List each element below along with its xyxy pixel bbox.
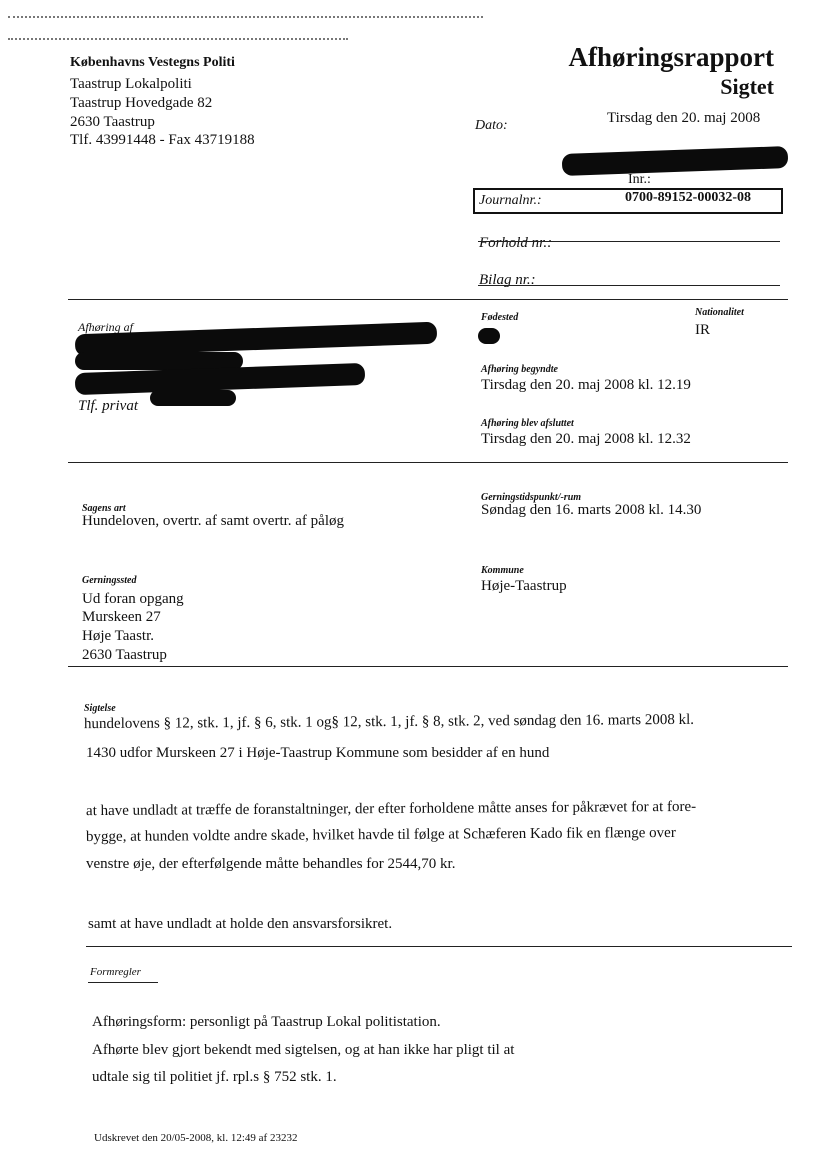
afsluttet-value: Tirsdag den 20. maj 2008 kl. 12.32	[481, 431, 691, 447]
section-divider	[68, 462, 788, 463]
tlf-privat-label: Tlf. privat	[78, 398, 139, 414]
gerningssted-line: Ud foran opgang	[82, 591, 184, 607]
street-address: Taastrup Hovedgade 82	[70, 95, 213, 111]
journal-label: Journalnr.:	[479, 193, 542, 208]
section-divider	[86, 946, 792, 947]
sigtelse-line: hundelovens § 12, stk. 1, jf. § 6, stk. 1 og§ 12, stk. 1, jf. § 8, stk. 2, ved søndag den 16. marts 2008 kl.	[83, 711, 695, 733]
kommune-value: Høje-Taastrup	[481, 578, 567, 594]
gerningssted-label: Gerningssted	[82, 575, 137, 586]
gerningstid-label: Gerningstidspunkt/-rum	[481, 492, 582, 503]
formregler-label: Formregler	[90, 966, 141, 978]
begyndte-label: Afhøring begyndte	[481, 364, 558, 375]
bilag-label: Bilag nr.:	[479, 272, 536, 288]
sigtelse-line: 1430 udfor Murskeen 27 i Høje-Taastrup Kommune som besidder af en hund	[86, 745, 550, 761]
phone-fax: Tlf. 43991448 - Fax 43719188	[70, 132, 255, 148]
sigtelse-line: venstre øje, der efterfølgende måtte behandles for 2544,70 kr.	[86, 856, 456, 872]
sigtelse-label: Sigtelse	[84, 703, 116, 714]
sagens-art-label: Sagens art	[82, 503, 126, 514]
sigtelse-line: at have undladt at træffe de foranstaltninger, der efter forholdene måtte anses for påkrævet for at fore-	[85, 798, 697, 820]
dato-label: Dato:	[475, 118, 508, 133]
gerningssted-line: Murskeen 27	[82, 609, 161, 625]
inr-label: Inr.:	[628, 172, 651, 187]
gerningstid-value: Søndag den 16. marts 2008 kl. 14.30	[481, 502, 702, 518]
station-name: Taastrup Lokalpoliti	[70, 76, 192, 92]
formregler-line: Afhørte blev gjort bekendt med sigtelsen, og at han ikke har pligt til at	[92, 1042, 515, 1058]
police-district: Københavns Vestegns Politi	[70, 55, 235, 70]
sigtelse-line: samt at have undladt at holde den ansvarsforsikret.	[88, 916, 393, 932]
gerningssted-line: Høje Taastr.	[82, 628, 154, 644]
bilag-line	[478, 285, 780, 286]
forhold-label: Forhold nr.:	[479, 235, 553, 251]
forhold-line	[478, 241, 780, 242]
section-divider	[68, 666, 788, 667]
formregler-underline	[88, 982, 158, 983]
nationalitet-label: Nationalitet	[695, 307, 744, 318]
sagens-art-value: Hundeloven, overtr. af samt overtr. af påløg	[82, 513, 345, 529]
section-divider	[68, 299, 788, 300]
gerningssted-line: 2630 Taastrup	[82, 647, 167, 663]
begyndte-value: Tirsdag den 20. maj 2008 kl. 12.19	[481, 377, 691, 393]
afhoring-af-label: Afhøring af	[78, 320, 134, 334]
postal-city: 2630 Taastrup	[70, 114, 155, 130]
page-title: Afhøringsrapport	[568, 42, 774, 72]
dato-value: Tirsdag den 20. maj 2008	[607, 110, 761, 126]
redaction	[150, 390, 236, 406]
sigtelse-line: bygge, at hunden voldte andre skade, hvilket havde til følge at Schæferen Kado fik en flænge over	[85, 824, 676, 846]
print-footer: Udskrevet den 20/05-2008, kl. 12:49 af 23232	[94, 1132, 298, 1144]
formregler-line: udtale sig til politiet jf. rpl.s § 752 stk. 1.	[92, 1069, 337, 1085]
journal-value: 0700-89152-00032-08	[625, 190, 751, 205]
formregler-line: Afhøringsform: personligt på Taastrup Lokal politistation.	[92, 1014, 441, 1030]
redaction	[478, 328, 500, 344]
page-subtitle: Sigtet	[720, 74, 774, 99]
kommune-label: Kommune	[481, 565, 524, 576]
scan-artifact	[8, 38, 348, 40]
scan-artifact	[8, 16, 483, 18]
afsluttet-label: Afhøring blev afsluttet	[481, 418, 574, 429]
nationalitet-value: IR	[695, 322, 710, 338]
redaction	[562, 146, 789, 176]
fodested-label: Fødested	[481, 312, 519, 323]
